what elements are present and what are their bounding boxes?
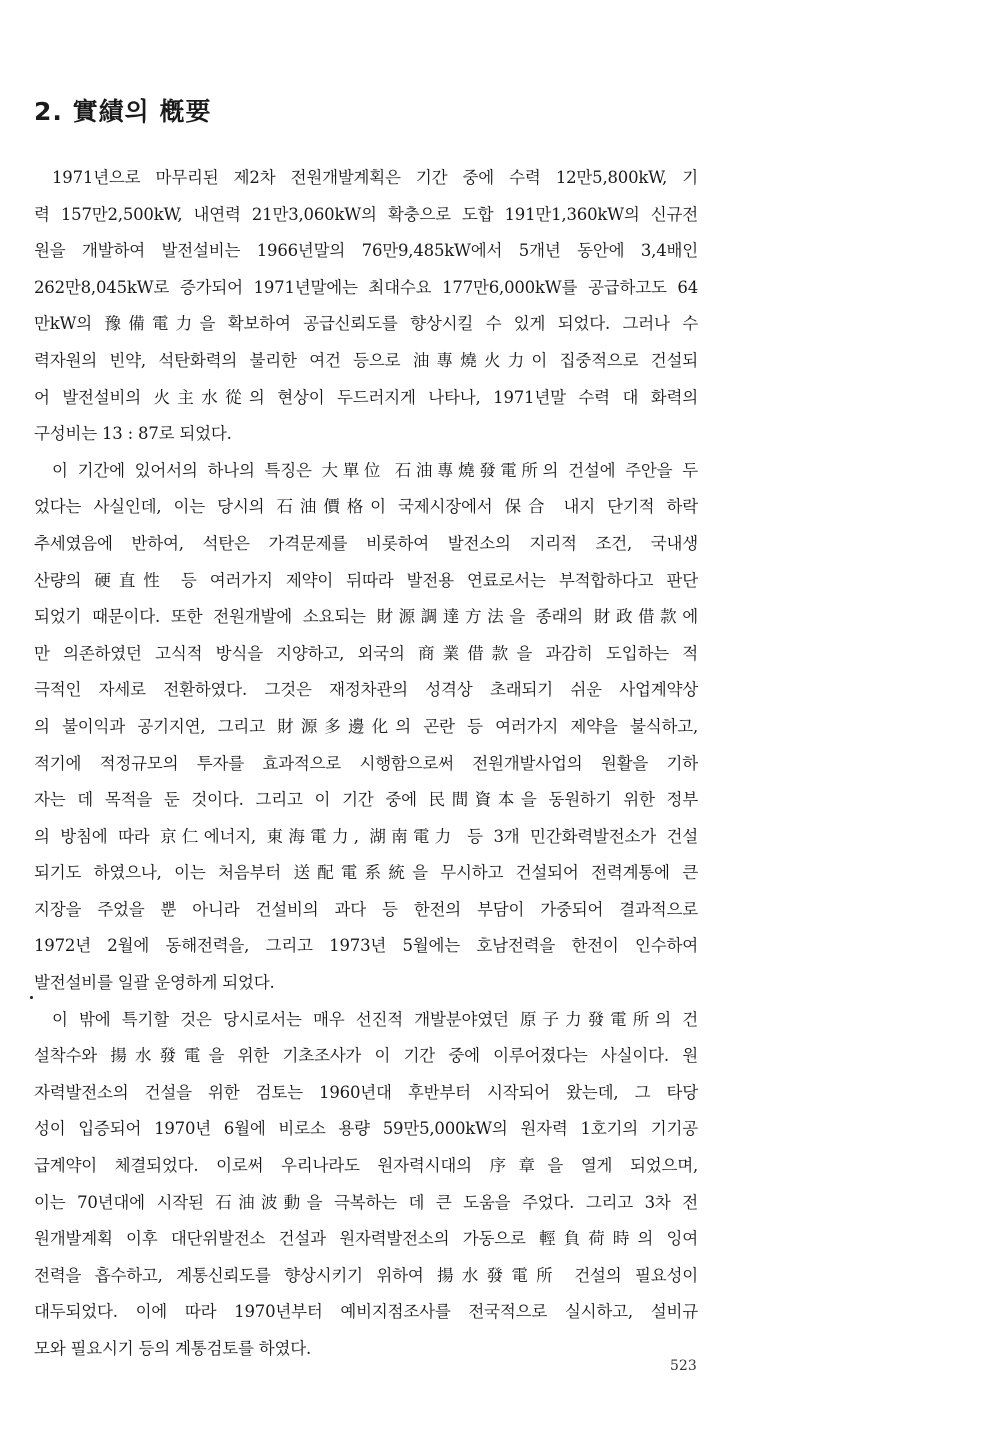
- page-number: 523: [670, 1358, 697, 1374]
- text-line: 1972년 2월에 동해전력을, 그리고 1973년 5월에는 호남전력을 한전이 인수하여: [34, 936, 698, 956]
- text-line: 대두되었다. 이에 따라 1970년부터 예비지점조사를 전국적으로 실시하고, 설비규: [34, 1302, 698, 1322]
- text-line: 성이 입증되어 1970년 6월에 비로소 용량 59만5,000kW의 원자력 1호기의 기기공: [34, 1119, 698, 1139]
- paragraph-2: [34, 453, 698, 1002]
- text-line: 구성비는 13 : 87로 되었다.: [34, 424, 232, 444]
- text-line: 의 불이익과 공기지연, 그리고 財源多邊化의 곤란 등 여러가지 제약을 불식하고,: [34, 716, 698, 736]
- text-line: 어 발전설비의 火主水從의 현상이 두드러지게 나타나, 1971년말 수력 대 화력의: [34, 387, 698, 407]
- text-line: 급계약이 체결되었다. 이로써 우리나라도 원자력시대의 序章을 열게 되었으며,: [34, 1156, 698, 1176]
- text-line: 었다는 사실인데, 이는 당시의 石油價格이 국제시장에서 保合 내지 단기적 하락: [34, 497, 698, 517]
- scan-speck: [30, 996, 33, 999]
- text-line: 모와 필요시기 등의 계통검토를 하였다.: [34, 1339, 312, 1358]
- text-line: 원개발계획 이후 대단위발전소 건설과 원자력발전소의 가동으로 輕負荷時의 잉여: [34, 1229, 698, 1249]
- text-line: 력 157만2,500kW, 내연력 21만3,060kW의 확충으로 도합 191만1,360kW의 신규전: [34, 204, 698, 224]
- text-line: 만kW의 豫備電力을 확보하여 공급신뢰도를 향상시킬 수 있게 되었다. 그러나 수: [34, 314, 698, 334]
- text-line: 설착수와 揚水發電을 위한 기초조사가 이 기간 중에 이루어졌다는 사실이다. 원: [34, 1046, 698, 1066]
- text-line: 자는 데 목적을 둔 것이다. 그리고 이 기간 중에 民間資本을 동원하기 위한 정부: [34, 790, 698, 810]
- paragraph-3: [34, 1002, 698, 1368]
- text-line: 력자원의 빈약, 석탄화력의 불리한 여건 등으로 油專燒火力이 집중적으로 건설되: [34, 350, 698, 370]
- text-line: 되기도 하였으나, 이는 처음부터 送配電系統을 무시하고 건설되어 전력계통에 큰: [34, 863, 698, 883]
- text-line: 지장을 주었을 뿐 아니라 건설비의 과다 등 한전의 부담이 가중되어 결과적으로: [34, 899, 698, 919]
- body-text: [34, 160, 698, 1368]
- text-line: 만 의존하였던 고식적 방식을 지양하고, 외국의 商業借款을 과감히 도입하는 적: [34, 643, 698, 663]
- paragraph-1: [34, 160, 698, 453]
- text-line: 의 방침에 따라 京仁에너지, 東海電力, 湖南電力 등 3개 민간화력발전소가 건설: [34, 826, 698, 846]
- text-line: 적기에 적정규모의 투자를 효과적으로 시행함으로써 전원개발사업의 원활을 기하: [34, 753, 698, 773]
- section-title: 2. 實績의 槪要: [34, 97, 212, 126]
- text-line: 1971년으로 마무리된 제2차 전원개발계획은 기간 중에 수력 12만5,800kW, 기: [52, 168, 698, 187]
- text-line: 이 밖에 특기할 것은 당시로서는 매우 선진적 개발분야였던 原子力發電所의 건: [52, 1009, 698, 1029]
- text-line: 원을 개발하여 발전설비는 1966년말의 76만9,485kW에서 5개년 동안에 3,4배인: [34, 241, 698, 261]
- text-line: 이는 70년대에 시작된 石油波動을 극복하는 데 큰 도움을 주었다. 그리고 3차 전: [34, 1192, 698, 1212]
- text-line: 발전설비를 일괄 운영하게 되었다.: [34, 973, 275, 993]
- text-line: 전력을 흡수하고, 계통신뢰도를 향상시키기 위하여 揚水發電所 건설의 필요성이: [34, 1265, 698, 1285]
- text-line: 자력발전소의 건설을 위한 검토는 1960년대 후반부터 시작되어 왔는데, 그 타당: [34, 1082, 698, 1102]
- text-line: 262만8,045kW로 증가되어 1971년말에는 최대수요 177만6,000kW를 공급하고도 64: [34, 277, 698, 297]
- text-line: 극적인 자세로 전환하였다. 그것은 재정차관의 성격상 초래되기 쉬운 사업계약상: [34, 680, 698, 700]
- text-line: 되었기 때문이다. 또한 전원개발에 소요되는 財源調達方法을 종래의 財政借款에: [34, 607, 698, 627]
- text-line: 이 기간에 있어서의 하나의 특징은 大單位 石油專燒發電所의 건설에 주안을 두: [52, 460, 698, 480]
- text-line: 산량의 硬直性 등 여러가지 제약이 뒤따라 발전용 연료로서는 부적합하다고 판단: [34, 570, 698, 590]
- text-line: 추세였음에 반하여, 석탄은 가격문제를 비롯하여 발전소의 지리적 조건, 국내생: [34, 533, 698, 553]
